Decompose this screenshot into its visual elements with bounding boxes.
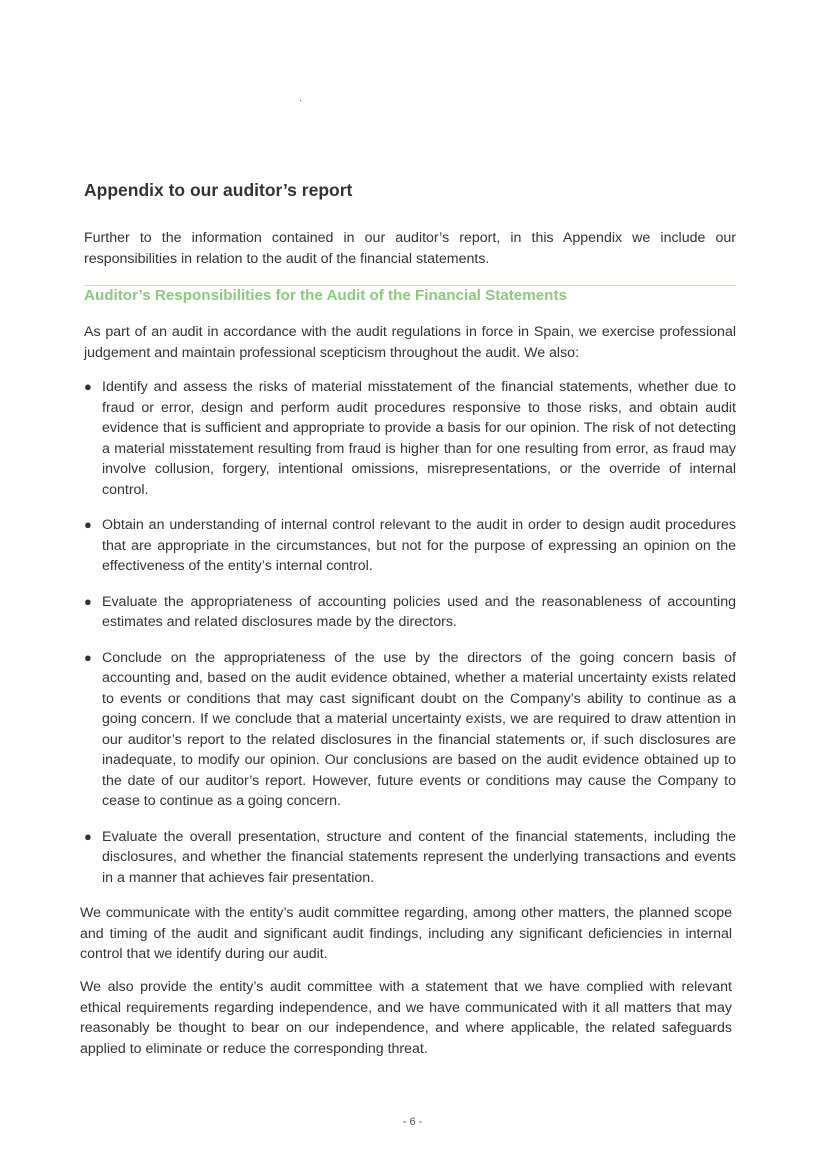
list-item	[84, 515, 736, 577]
list-item-text: Conclude on the appropriateness of the use by the directors of the going concern basis of accounting and, based on the audit evidence obtained, whether a material uncertainty exists related to events or conditions that may cast significant doubt on the Company’s ability to continue as a going concern. If we conclude that a material uncertainty exists, we are required to draw attention in our auditor’s report to the related disclosures in the financial statements or, if such disclosures are inadequate, to modify our opinion. Our conclusions are based on the audit evidence obtained up to the date of our auditor’s report. However, future events or conditions may cause the Company to cease to continue as a going concern.	[102, 649, 736, 809]
bullet-icon: ●	[84, 517, 92, 532]
closing-paragraph-independence: We also provide the entity’s audit committee with a statement that we have complied with relevant ethical requirements regarding independence, and we have communicated with it all matters that may reasonably be thought to bear on our independence, and where applicable, the related safeguards applied to eliminate or reduce the corresponding threat.	[80, 979, 732, 1057]
list-item-text: Identify and assess the risks of material misstatement of the financial statements, whether due to fraud or error, design and perform audit procedures responsive to those risks, and obtain audit evidence that is sufficient and appropriate to provide a basis for our opinion. The risk of not detecting a material misstatement resulting from fraud is higher than for one resulting from error, as fraud may involve collusion, forgery, intentional omissions, misrepresentations, or the override of internal control.	[102, 379, 736, 498]
intro-paragraph: Further to the information contained in our auditor’s report, in this Appendix we include our responsibilities in relation to the audit of the financial statements.	[84, 230, 736, 267]
closing-paragraph-communication: We communicate with the entity’s audit committee regarding, among other matters, the planned scope and timing of the audit and significant audit findings, including any significant deficiencies in internal control that we identify during our audit.	[80, 905, 732, 962]
list-item	[84, 592, 736, 633]
page-number: - 6 -	[402, 1116, 423, 1128]
list-item	[84, 648, 736, 812]
list-item-text: Evaluate the appropriateness of accounting policies used and the reasonableness of accounting estimates and related disclosures made by the directors.	[102, 593, 736, 630]
responsibilities-list	[84, 377, 736, 903]
stray-mark	[300, 100, 301, 101]
bullet-icon: ●	[84, 593, 92, 609]
list-item	[84, 827, 736, 889]
lead-paragraph: As part of an audit in accordance with the audit regulations in force in Spain, we exercise professional judgement and maintain professional scepticism throughout the audit. We also:	[84, 324, 736, 361]
section-divider	[84, 285, 736, 286]
bullet-icon: ●	[84, 379, 92, 394]
list-item-text: Evaluate the overall presentation, structure and content of the financial statements, including the disclosures, and whether the financial statements represent the underlying transactions and events in a manner that achieves fair presentation.	[102, 828, 736, 886]
bullet-icon: ●	[84, 828, 92, 844]
list-item	[84, 377, 736, 500]
page-title: Appendix to our auditor’s report	[84, 180, 353, 200]
bullet-icon: ●	[84, 649, 92, 665]
list-item-text: Obtain an understanding of internal control relevant to the audit in order to design audit procedures that are appropriate in the circumstances, but not for the purpose of expressing an opinion on the effectiveness of the entity’s internal control.	[102, 517, 736, 574]
section-title: Auditor’s Responsibilities for the Audit of the Financial Statements	[84, 287, 567, 304]
